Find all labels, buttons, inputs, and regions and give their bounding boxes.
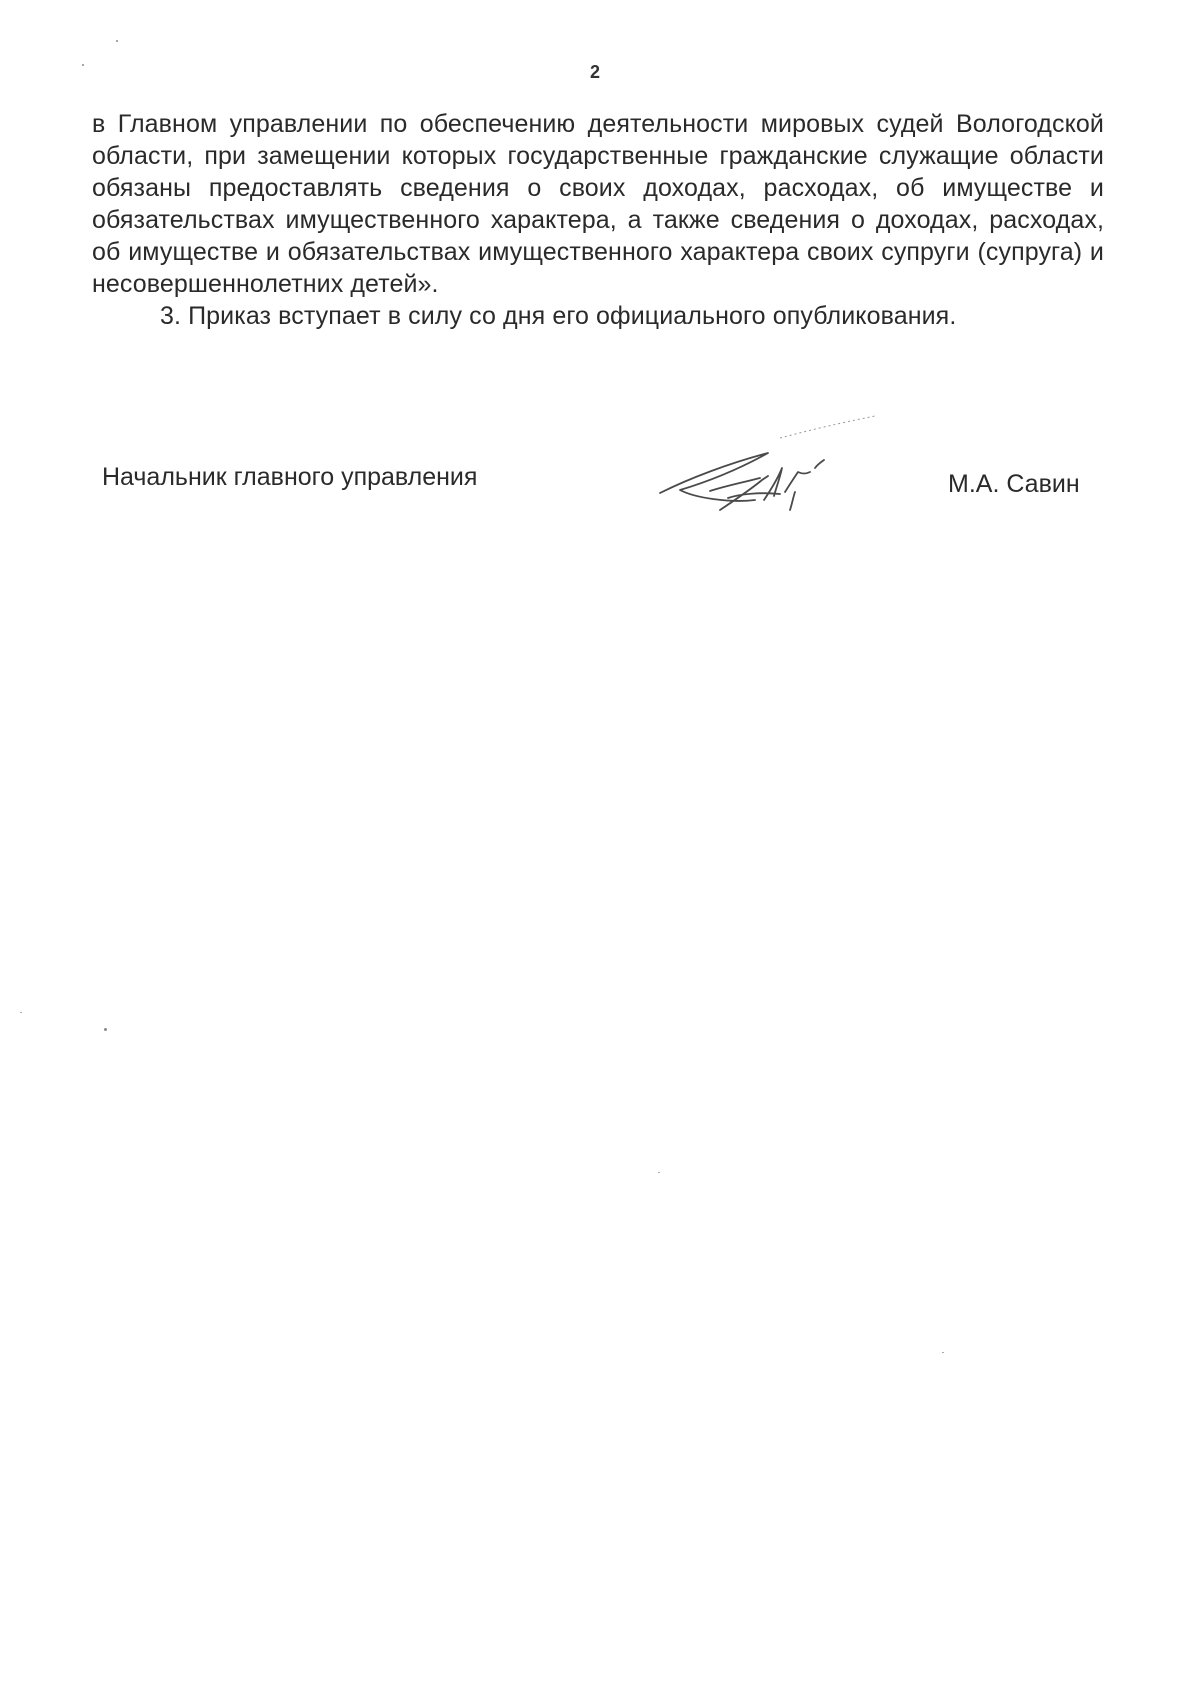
paragraph-continuation: в Главном управлении по обеспечению деятельности мировых судей Вологодской области, при замещении которых государственные гражданские служащие области обязаны предоставлять сведения о своих доходах, расходах, об имуществе и обязательствах имущественного характера, а также сведения о доходах, расходах, об имуществе и обязательствах имущественного характера своих супруги (супруга) и несовершеннолетних детей». (92, 110, 1104, 298)
scan-speck (116, 40, 118, 42)
document-body (92, 108, 1104, 332)
page-number: 2 (590, 62, 601, 82)
scan-speck (658, 1172, 660, 1173)
scan-speck (20, 1012, 22, 1013)
signatory-name: М.А. Савин (948, 470, 1080, 498)
handwritten-signature (650, 408, 890, 513)
scan-speck (104, 1028, 107, 1031)
scan-speck (942, 1352, 944, 1353)
signatory-position: Начальник главного управления (102, 463, 478, 491)
scan-speck (82, 64, 84, 66)
paragraph-item-3: 3. Приказ вступает в силу со дня его официального опубликования. (160, 302, 957, 330)
